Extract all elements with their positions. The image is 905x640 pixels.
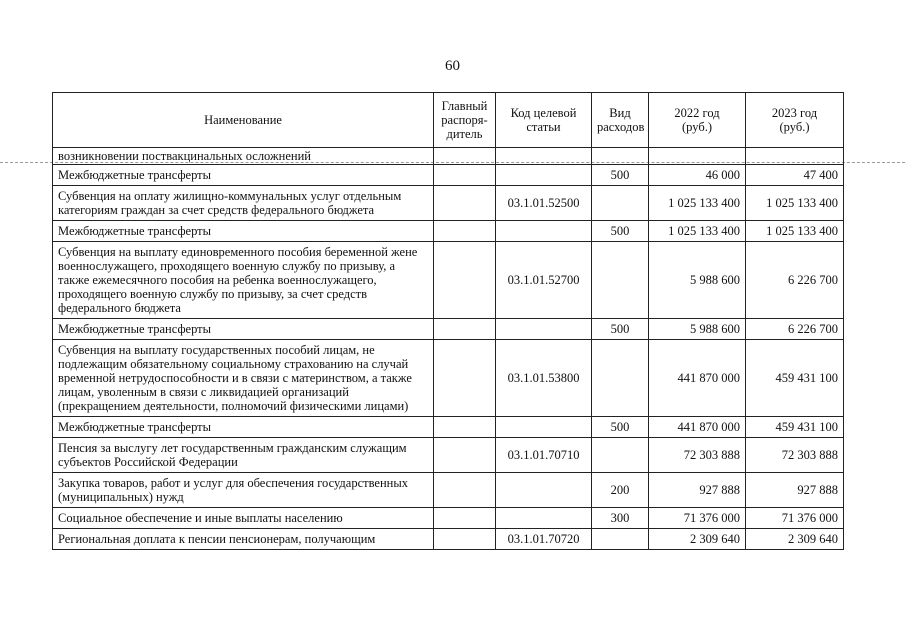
header-year-2022: 2022 год (руб.): [649, 93, 746, 148]
cell-target-code: [496, 473, 592, 508]
table-row: [53, 148, 844, 165]
cell-name: возникновении поствакцинальных осложнений: [53, 148, 434, 165]
cell-chief-admin: [434, 473, 496, 508]
cell-chief-admin: [434, 186, 496, 221]
cell-amount-2022: 5 988 600: [649, 242, 746, 319]
table-row: [53, 417, 844, 438]
cell-target-code: 03.1.01.52500: [496, 186, 592, 221]
cell-amount-2023: 47 400: [746, 165, 844, 186]
cell-expense-type: [592, 242, 649, 319]
table-row: [53, 473, 844, 508]
cell-chief-admin: [434, 340, 496, 417]
header-year-2023: 2023 год (руб.): [746, 93, 844, 148]
header-chief-admin: Главный распоря- дитель: [434, 93, 496, 148]
cell-amount-2022: 1 025 133 400: [649, 186, 746, 221]
header-expense-type: Вид расходов: [592, 93, 649, 148]
table-row: [53, 242, 844, 319]
cell-name: Региональная доплата к пенсии пенсионерам, получающим: [53, 529, 434, 550]
cell-chief-admin: [434, 417, 496, 438]
cell-chief-admin: [434, 148, 496, 165]
cell-chief-admin: [434, 508, 496, 529]
cell-amount-2022: 5 988 600: [649, 319, 746, 340]
budget-table: [52, 92, 844, 550]
cell-target-code: [496, 417, 592, 438]
cell-amount-2022: 71 376 000: [649, 508, 746, 529]
cell-chief-admin: [434, 438, 496, 473]
cell-amount-2023: 1 025 133 400: [746, 221, 844, 242]
table-row: [53, 221, 844, 242]
cell-expense-type: 500: [592, 165, 649, 186]
cell-target-code: 03.1.01.52700: [496, 242, 592, 319]
cell-amount-2022: 2 309 640: [649, 529, 746, 550]
cell-target-code: 03.1.01.70710: [496, 438, 592, 473]
header-name: Наименование: [53, 93, 434, 148]
cell-expense-type: 300: [592, 508, 649, 529]
cell-amount-2023: [746, 148, 844, 165]
cell-name: Межбюджетные трансферты: [53, 165, 434, 186]
cell-chief-admin: [434, 242, 496, 319]
page-number: 60: [445, 58, 460, 74]
cell-chief-admin: [434, 319, 496, 340]
cell-amount-2023: 6 226 700: [746, 242, 844, 319]
cell-name: Межбюджетные трансферты: [53, 221, 434, 242]
cell-target-code: 03.1.01.70720: [496, 529, 592, 550]
cell-name: Субвенция на выплату единовременного пособия беременной жене военнослужащего, проходящего военную службу по призыву, а также ежемесячного пособия на ребенка военнослужащего, проходящего военную службу по призыву, за счет средств федерального бюджета: [53, 242, 434, 319]
table-row: [53, 508, 844, 529]
table-row: [53, 340, 844, 417]
cell-expense-type: 500: [592, 417, 649, 438]
cell-expense-type: [592, 340, 649, 417]
cell-amount-2023: 71 376 000: [746, 508, 844, 529]
cell-name: Закупка товаров, работ и услуг для обеспечения государственных (муниципальных) нужд: [53, 473, 434, 508]
cell-amount-2023: 2 309 640: [746, 529, 844, 550]
cell-name: Межбюджетные трансферты: [53, 417, 434, 438]
table-body: [53, 148, 844, 550]
cell-amount-2023: 927 888: [746, 473, 844, 508]
cell-name: Субвенция на оплату жилищно-коммунальных услуг отдельным категориям граждан за счет средств федерального бюджета: [53, 186, 434, 221]
cell-target-code: [496, 508, 592, 529]
cell-amount-2023: 6 226 700: [746, 319, 844, 340]
cell-chief-admin: [434, 529, 496, 550]
table-row: [53, 165, 844, 186]
cell-amount-2023: 459 431 100: [746, 340, 844, 417]
cell-amount-2022: 441 870 000: [649, 417, 746, 438]
cell-name: Пенсия за выслугу лет государственным гражданским служащим субъектов Российской Федерации: [53, 438, 434, 473]
cell-amount-2023: 72 303 888: [746, 438, 844, 473]
cell-target-code: 03.1.01.53800: [496, 340, 592, 417]
cell-expense-type: 500: [592, 221, 649, 242]
cell-name: Межбюджетные трансферты: [53, 319, 434, 340]
cell-target-code: [496, 148, 592, 165]
cell-amount-2022: 1 025 133 400: [649, 221, 746, 242]
cell-expense-type: [592, 438, 649, 473]
table-row: [53, 319, 844, 340]
cell-amount-2023: 1 025 133 400: [746, 186, 844, 221]
cell-amount-2022: [649, 148, 746, 165]
table-row: [53, 529, 844, 550]
table-row: [53, 186, 844, 221]
cell-amount-2022: 927 888: [649, 473, 746, 508]
header-target-code: Код целевой статьи: [496, 93, 592, 148]
cell-target-code: [496, 165, 592, 186]
cell-name: Социальное обеспечение и иные выплаты населению: [53, 508, 434, 529]
cell-target-code: [496, 319, 592, 340]
cell-amount-2023: 459 431 100: [746, 417, 844, 438]
cell-chief-admin: [434, 165, 496, 186]
table-row: [53, 438, 844, 473]
cell-expense-type: [592, 186, 649, 221]
cell-expense-type: 500: [592, 319, 649, 340]
cell-expense-type: 200: [592, 473, 649, 508]
cell-expense-type: [592, 148, 649, 165]
cell-expense-type: [592, 529, 649, 550]
cell-amount-2022: 72 303 888: [649, 438, 746, 473]
cell-name: Субвенция на выплату государственных пособий лицам, не подлежащим обязательному социальному страхованию на случай временной нетрудоспособности и в связи с материнством, а также лицам, уволенным в связи с ликвидацией организаций (прекращением деятельности, полномочий физическими лицами): [53, 340, 434, 417]
cell-target-code: [496, 221, 592, 242]
table-header-row: [53, 93, 844, 148]
cell-amount-2022: 441 870 000: [649, 340, 746, 417]
cell-chief-admin: [434, 221, 496, 242]
cell-amount-2022: 46 000: [649, 165, 746, 186]
